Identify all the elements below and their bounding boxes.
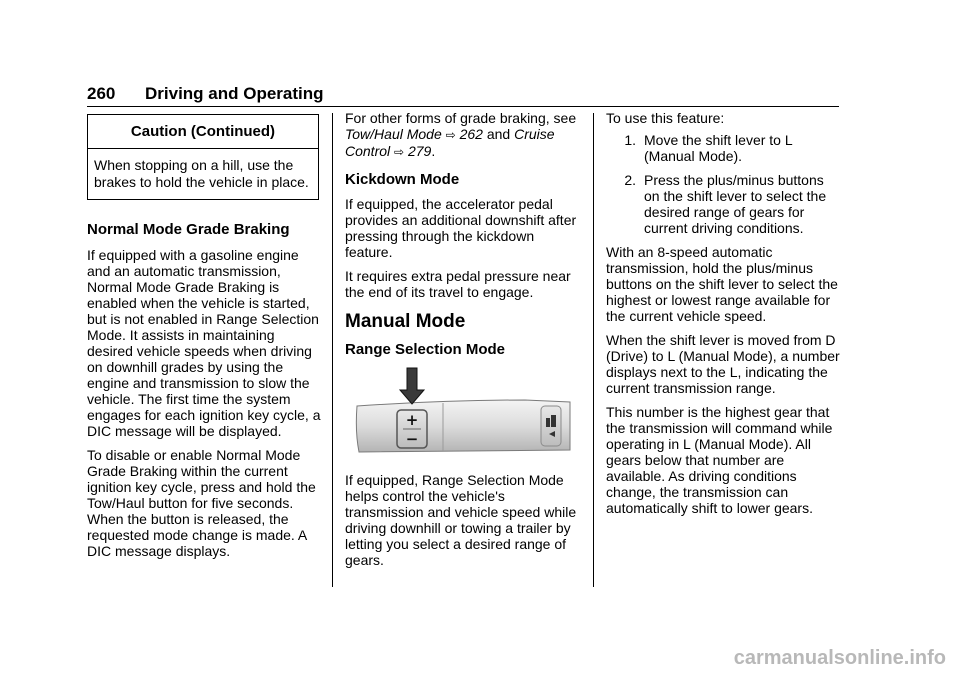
- page-header: [87, 84, 839, 107]
- tow-haul-link-label: Tow/Haul Mode: [345, 126, 442, 142]
- page-number: 260: [87, 84, 116, 103]
- kickdown-heading: Kickdown Mode: [345, 171, 460, 188]
- other-forms-text: For other forms of grade braking, see: [345, 110, 577, 126]
- step-text: Move the shift lever to L (Manual Mode).: [644, 132, 793, 164]
- steps-list: [606, 132, 842, 236]
- section-title: Driving and Operating: [145, 84, 324, 103]
- shift-lever-paragraph: When the shift lever is moved from D (Drive) to L (Manual Mode), a number displays next to the L, indicating the current transmission range.: [606, 332, 840, 396]
- other-forms-period: .: [431, 143, 436, 159]
- column-middle: [345, 110, 583, 576]
- column-divider-left: [332, 113, 333, 587]
- step-text: Press the plus/minus buttons on the shift lever to select the desired range of gears for current driving conditions.: [644, 172, 827, 236]
- kickdown-paragraph-1: If equipped, the accelerator pedal provides an additional downshift after pressing through the kickdown feature.: [345, 196, 577, 260]
- tow-haul-link[interactable]: [345, 126, 483, 142]
- use-feature-intro: To use this feature:: [606, 110, 725, 126]
- caution-box: [87, 114, 319, 200]
- manual-mode-heading: Manual Mode: [345, 311, 466, 332]
- plus-icon: +: [405, 411, 419, 429]
- list-item: [606, 172, 842, 236]
- other-forms-and: and: [482, 126, 515, 142]
- range-selection-paragraph: If equipped, Range Selection Mode helps control the vehicle's transmission and vehicle speed while driving downhill or towing a trailer by letting you select a desired range of gears.: [345, 472, 577, 568]
- other-forms-paragraph: [345, 110, 583, 160]
- caution-title: Caution (Continued): [88, 115, 318, 149]
- list-item: [606, 132, 842, 164]
- normal-mode-heading: Normal Mode Grade Braking: [87, 221, 290, 238]
- cruise-control-page: 279: [407, 143, 432, 159]
- range-selection-heading: Range Selection Mode: [345, 341, 506, 358]
- column-right: [606, 110, 842, 524]
- page-ref-arrow-icon: ⇨: [394, 145, 405, 159]
- eight-speed-paragraph: With an 8-speed automatic transmission, hold the plus/minus buttons on the shift lever to select the highest or lowest range available for the current vehicle speed.: [606, 244, 838, 324]
- page-ref-arrow-icon: ⇨: [445, 128, 456, 142]
- kickdown-paragraph-2: It requires extra pedal pressure near the end of its travel to engage.: [345, 268, 571, 300]
- watermark: carmanualsonline.info: [733, 647, 946, 669]
- highest-gear-paragraph: This number is the highest gear that the transmission will command while operating in L (Manual Mode). All gears below that number are available. As driving conditions change, the transmission can automatically shift to lower gears.: [606, 404, 833, 516]
- caution-body: When stopping on a hill, use the brakes to hold the vehicle in place.: [94, 157, 309, 190]
- normal-mode-paragraph-2: To disable or enable Normal Mode Grade Braking within the current ignition key cycle, press and hold the Tow/Haul button for five seconds. When the button is released, the requested mode change is made. A DIC message displays.: [87, 447, 316, 559]
- column-left: [87, 110, 321, 567]
- tow-haul-page: 262: [459, 126, 483, 142]
- press-arrow-icon: [400, 368, 424, 404]
- normal-mode-paragraph-1: If equipped with a gasoline engine and an automatic transmission, Normal Mode Grade Braking is enabled when the vehicle is started, but is not enabled in Range Selection Mode. It assists in maintaining desired vehicle speeds when driving on downhill grades by using the engine and transmission to slow the vehicle. The first time the system engages for each ignition key cycle, a DIC message will be displayed.: [87, 247, 321, 439]
- minus-icon: −: [405, 430, 419, 448]
- cruise-control-link-label: Cruise Control: [345, 126, 555, 159]
- column-divider-right: [593, 113, 594, 587]
- shift-lever-illustration: [345, 366, 583, 460]
- step-number: 1.: [624, 132, 636, 148]
- step-number: 2.: [624, 172, 636, 188]
